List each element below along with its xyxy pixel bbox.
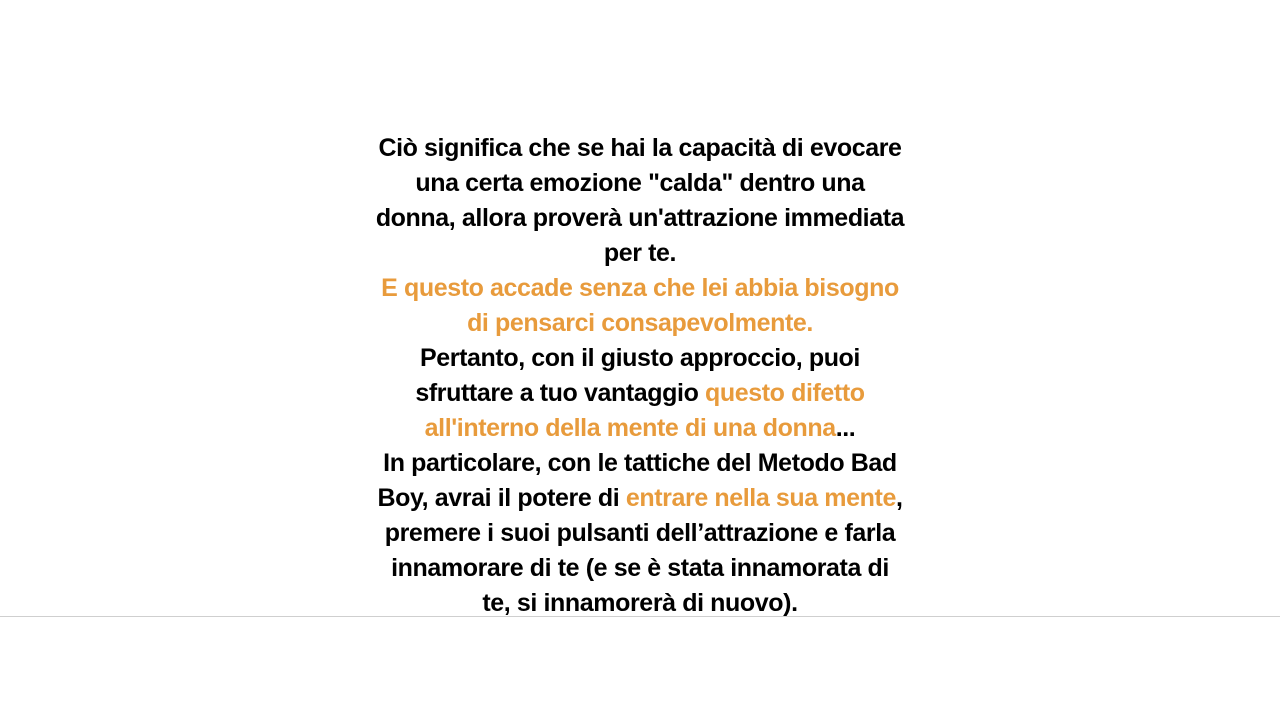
highlight-flaw: questo difetto all'interno della mente di una donna bbox=[424, 379, 865, 442]
divider-line bbox=[0, 616, 1280, 617]
paragraph-emotion bbox=[375, 131, 905, 271]
paragraph-unconscious bbox=[375, 271, 905, 341]
paragraph-approach bbox=[375, 341, 905, 446]
highlight-enter-mind: entrare nella sua mente bbox=[625, 484, 896, 512]
paragraph-approach-text: Pertanto, con il giusto approccio, puoi sfruttare a tuo vantaggio bbox=[415, 344, 860, 407]
paragraph-approach-ellipsis: ... bbox=[835, 414, 856, 442]
highlight-unconscious: E questo accade senza che lei abbia bisogno di pensarci consapevolmente. bbox=[381, 274, 899, 337]
paragraph-method bbox=[375, 446, 905, 621]
paragraph-method-text: In particolare, con le tattiche del Metodo Bad Boy, avrai il potere di bbox=[377, 449, 897, 512]
paragraph-emotion-text: Ciò significa che se hai la capacità di evocare una certa emozione "calda" dentro una donna, allora proverà un'attrazione immediata per te. bbox=[375, 134, 905, 267]
sales-copy-block bbox=[375, 131, 905, 621]
paragraph-method-ending: , premere i suoi pulsanti dell’attrazione e farla innamorare di te (e se è stata innamorata di te, si innamorerà di nuovo). bbox=[384, 484, 903, 617]
